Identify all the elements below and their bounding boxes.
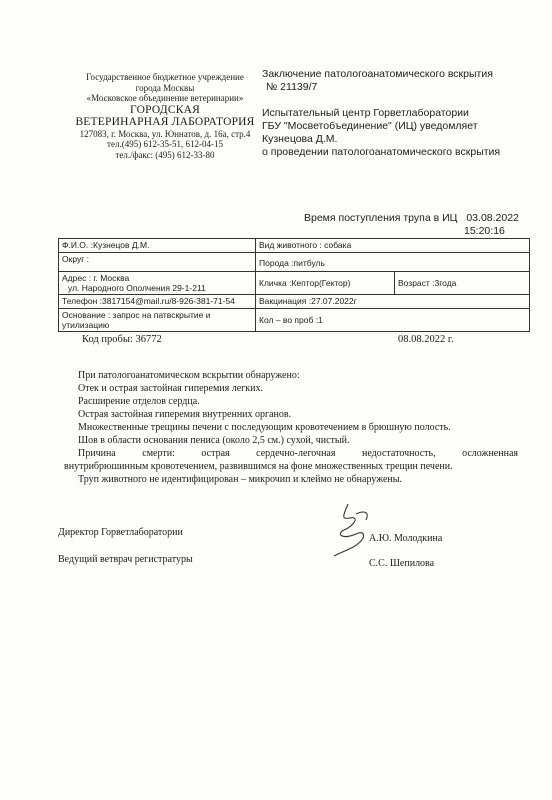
- animal-type-cell: Вид животного : собака: [256, 239, 530, 253]
- org-line-3: «Московское объединение ветеринарии»: [86, 93, 244, 103]
- vaccination-cell: Вакцинация :27.07.2022г: [256, 295, 530, 309]
- vet-title: Ведущий ветврач регистратуры: [58, 554, 193, 565]
- findings-intro: При патологоанатомическом вскрытии обнаружено:: [78, 370, 300, 381]
- handwritten-signature: [320, 500, 390, 560]
- document-number: № 21139/7: [266, 81, 318, 93]
- basis-cell: [59, 309, 256, 332]
- district-cell: Округ :: [59, 253, 256, 272]
- notice-line-4: о проведении патологоанатомического вскрытия: [262, 146, 501, 158]
- age-cell: Возраст :3года: [395, 272, 530, 295]
- breed-cell: Порода :питбуль: [256, 253, 530, 272]
- org-name-2: ВЕТЕРИНАРНАЯ ЛАБОРАТОРИЯ: [75, 116, 255, 128]
- org-name-1: ГОРОДСКАЯ: [130, 103, 200, 116]
- finding-item: Отек и острая застойная гиперемия легких.: [78, 383, 263, 394]
- finding-item: Острая застойная гиперемия внутренних органов.: [78, 409, 292, 420]
- basis-line-1: Основание : запрос на патвскрытие и: [62, 310, 211, 320]
- org-address: 127083, г. Москва, ул. Юннатов, д. 16а, стр.4: [79, 128, 251, 139]
- receipt-time: 15:20:16: [464, 225, 505, 237]
- document-header: [262, 68, 500, 159]
- finding-item: Расширение отделов сердца.: [78, 396, 200, 407]
- receipt-label: Время поступления трупа в ИЦ: [304, 212, 458, 224]
- director-title: Директор Горветлаборатории: [58, 527, 183, 538]
- phone-cell: Телефон :3817154@mail.ru/8-926-381-71-54: [59, 295, 256, 309]
- address-line-2: ул. Народного Ополчения 29-1-211: [68, 283, 206, 293]
- sample-count-cell: Кол – во проб :1: [256, 309, 530, 332]
- org-fax: тел./факс: (495) 612-33-80: [115, 149, 215, 160]
- document-title: Заключение патологоанатомического вскрытия: [262, 68, 493, 80]
- owner-name-cell: Ф.И.О. :Кузнецов Д.М.: [59, 239, 256, 253]
- notice-line-1: Испытательный центр Горветлаборатории: [262, 107, 469, 119]
- finding-item: Множественные трещины печени с последующим кровотечением в брюшную полость.: [78, 422, 451, 433]
- microchip-note: Труп животного не идентифицирован – микрочип и клеймо не обнаружены.: [78, 474, 402, 485]
- notice-line-3: Кузнецова Д.М.: [262, 133, 338, 145]
- nickname-cell: Кличка :Кептор(Гектор): [256, 272, 395, 295]
- vet-name: С.С. Шепилова: [369, 558, 435, 569]
- org-line-2: города Москвы: [135, 82, 195, 93]
- cause-of-death-line-1: Причина смерти: острая сердечно-легочная недостаточность, осложненная: [78, 448, 518, 459]
- receipt-time-row: [304, 212, 519, 224]
- address-cell: [59, 272, 256, 295]
- findings-section: [64, 369, 518, 486]
- finding-item: Шов в области основания пениса (около 2,5 см.) сухой, чистый.: [78, 435, 350, 446]
- cause-of-death-line-2: внутрибрюшинным кровотечением, развившимся на фоне множественных трещин печени.: [64, 461, 453, 472]
- director-name: А.Ю. Молодкина: [369, 533, 443, 544]
- basis-line-2: утилизацию: [62, 320, 110, 330]
- org-phone: тел.(495) 612-35-51, 612-04-15: [107, 139, 223, 149]
- owner-animal-table: [58, 238, 530, 332]
- notice-line-2: ГБУ "Мосветобъединение" (ИЦ) уведомляет: [262, 120, 478, 132]
- sample-code: Код пробы: 36772: [82, 334, 162, 345]
- sample-date: 08.08.2022 г.: [398, 334, 454, 345]
- receipt-date: 03.08.2022: [466, 212, 519, 224]
- org-line-1: Государственное бюджетное учреждение: [86, 72, 244, 82]
- address-line-1: Адрес : г. Москва: [62, 273, 130, 283]
- organization-header: [60, 72, 270, 160]
